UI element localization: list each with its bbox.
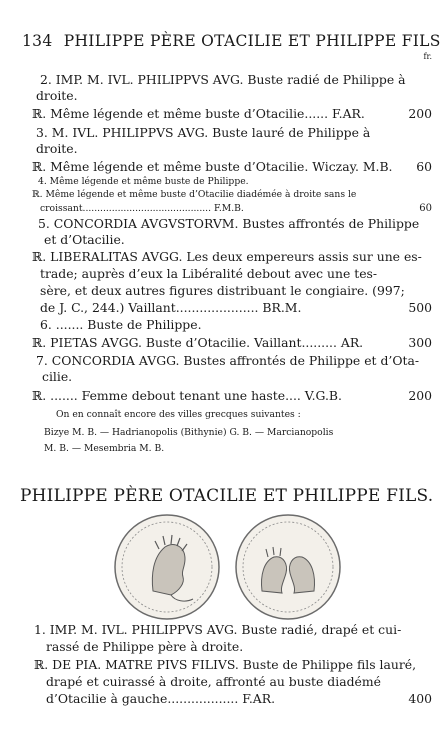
entry-price: 300: [408, 335, 432, 350]
entry-line: ℝ. LIBERALITAS AVGG. Les deux empereurs assis sur une es-: [32, 249, 422, 264]
entry-line: droite.: [36, 88, 78, 103]
entry-line: 2. IMP. M. IVL. PHILIPPVS AVG. Buste radié de Philippe à: [40, 72, 406, 87]
note-line: On en connaît encore des villes grecques suivantes :: [56, 409, 301, 420]
entry-line: de J. C., 244.) Vaillant..................... BR.M.: [40, 300, 302, 315]
entry-line: 7. CONCORDIA AVGG. Bustes affrontés de Philippe et d’Ota-: [36, 353, 420, 368]
entry-line: croissant............................................ F.M.B.: [40, 203, 244, 214]
entry-line: trade; auprès d’eux la Libéralité debout avec une tes-: [40, 266, 378, 281]
entry-line: droite.: [36, 141, 78, 156]
entry-line: ℝ. Même légende et même buste d’Otacilie. Wiczay. M.B.: [32, 159, 393, 174]
entry-line: drapé et cuirassé à droite, affronté au buste diadémé: [46, 674, 381, 689]
entry-line: cilie.: [42, 369, 73, 384]
entry-line: ℝ. PIETAS AVGG. Buste d’Otacilie. Vaillant......... AR.: [32, 335, 364, 350]
entry-price: 200: [408, 388, 432, 403]
entry-line: et d’Otacilie.: [44, 232, 125, 247]
entry-line: 4. Même légende et même buste de Philippe.: [38, 176, 249, 187]
entry-line: 3. M. IVL. PHILIPPVS AVG. Buste lauré de Philippe à: [36, 125, 371, 140]
header-fr: fr.: [423, 52, 432, 61]
entry-line: sère, et deux autres figures distribuant le congiaire. (997;: [40, 283, 405, 298]
page-number: 134: [22, 32, 53, 50]
coin-reverse-icon: [234, 513, 342, 621]
note-line: M. B. — Mesembria M. B.: [44, 443, 165, 454]
section-title: PHILIPPE PÈRE OTACILIE ET PHILIPPE FILS.: [20, 486, 434, 506]
entry-line: rassé de Philippe père à droite.: [46, 639, 244, 654]
entry-line: ℝ. ....... Femme debout tenant une haste.... V.G.B.: [32, 388, 342, 403]
entry-price: 200: [408, 106, 432, 121]
entry-line: d’Otacilie à gauche.................. F.AR.: [46, 691, 276, 706]
running-header: [22, 34, 441, 50]
entry-line: ℝ. Même légende et même buste d’Otacilie...... F.AR.: [32, 106, 365, 121]
entry-line: ℝ. DE PIA. MATRE PIVS FILIVS. Buste de Philippe fils lauré,: [34, 657, 417, 672]
entry-price: 60: [416, 159, 432, 174]
entry-price: 60: [419, 203, 432, 214]
entry-line: 6. ....... Buste de Philippe.: [40, 317, 202, 332]
entry-line: 1. IMP. M. IVL. PHILIPPVS AVG. Buste radié, drapé et cui-: [34, 622, 402, 637]
running-title: PHILIPPE PÈRE OTACILIE ET PHILIPPE FILS: [63, 32, 441, 50]
entry-line: ℝ. Même légende et même buste d’Otacilie diadémée à droite sans le: [32, 189, 357, 200]
entry-price: 500: [408, 300, 432, 315]
coin-obverse-icon: [113, 513, 221, 621]
entry-line: 5. CONCORDIA AVGVSTORVM. Bustes affrontés de Philippe: [38, 216, 420, 231]
entry-price: 400: [408, 691, 432, 706]
note-line: Bizye M. B. — Hadrianopolis (Bithynie) G. B. — Marcianopolis: [44, 427, 334, 438]
